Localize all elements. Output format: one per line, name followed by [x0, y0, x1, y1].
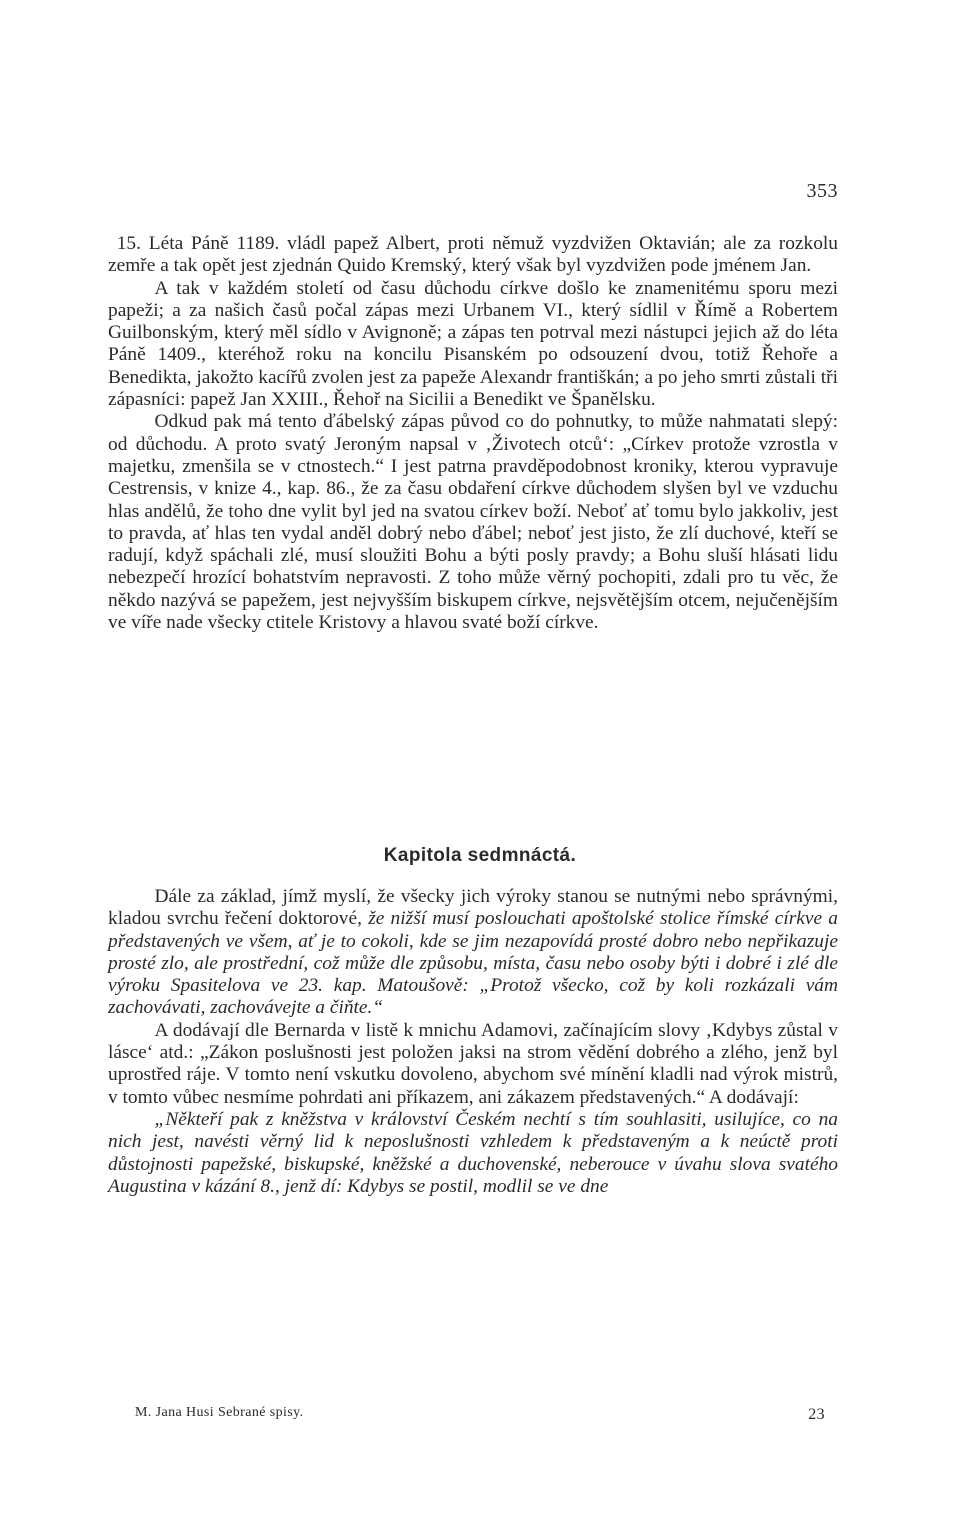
chapter-heading: Kapitola sedmnáctá. [383, 845, 577, 866]
paragraph-doctors-plain: Dále za základ, jímž myslí, že všecky jich výroky stanou se nutnými nebo správnými, kladou svrchu řečení doktorové, [108, 886, 838, 930]
footer-signature-number: 23 [808, 1406, 825, 1423]
paragraph-bernard-letter: A dodávají dle Bernarda v listě k mnichu Adamovi, začínajícím slovy ‚Kdybys zůstal v lásce‘ atd.: „Zákon poslušnosti jest položen jaksi na strom vědění dobrého a zlého, jenž byl uprostřed ráje. V tomto není vskutku dovoleno, abychom své mínění kladli nad výrok mistrů, v tomto vůbec nesmíme pohrdati ani příkazem, ani zákazem představených.“ A dodávají: [108, 1019, 838, 1108]
paragraph-clergy-quote: „Někteří pak z kněžstva v království Českém nechtí s tím souhlasiti, usilujíce, co na nich jest, navésti věrný lid k neposlušnosti vzhledem k představeným a k neúctě proti důstojnosti papežské, biskupské, kněžské a duchovenské, neberouce v úvahu slova svatého Augustina v kázání 8., jenž dí: Kdybys se postil, modlil se ve dne [108, 1108, 838, 1197]
paragraph-year-1189: 15. Léta Páně 1189. vládl papež Albert, proti němuž vyzdvižen Oktavián; ale za rozkolu zemře a tak opět jest zjednán Quido Kremský, který však byl vyzdvižen pode jménem Jan. [108, 233, 838, 277]
paragraph-doctors-foundation [108, 886, 838, 1020]
footer-title: M. Jana Husi Sebrané spisy. [135, 1405, 304, 1420]
paragraph-origin-of-struggle: Odkud pak má tento ďábelský zápas původ co do pohnutky, to může nahmatati slepý: od důchodu. A proto svatý Jeroným napsal v ‚Životech otců‘: „Církev protože vzrostla v majetku, zmenšila se v ctnostech.“ I jest patrna pravděpodobnost kroniky, kterou vypravuje Cestrensis, v knize 4., kap. 86., že za času obdaření církve důchodem slyšen byl ve vzduchu hlas andělů, že toho dne vylit byl jed na svatou církev boží. Neboť ať tomu bylo jakkoliv, jest to pravda, ať hlas ten vydal anděl dobrý nebo ďábel; neboť jest jisto, že zlí duchové, kteří se radují, když spáchali zlé, musí sloužiti Bohu a býti posly pravdy; a Bohu sluší hlásati lidu nebezpečí hrozící bohatstvím nepravosti. Z toho může věrný pochopiti, zdali pro tu věc, že někdo nazývá se papežem, jest nejvyšším biskupem církve, nejsvětějším otcem, nejučenějším ve víře nade všecky ctitele Kristovy a hlavou svaté boží církve. [108, 411, 838, 634]
main-text-section-a [108, 233, 838, 634]
paragraph-schism: A tak v každém století od času důchodu církve došlo ke znamenitému sporu mezi papeži; a za našich časů počal zápas mezi Urbanem VI., který sídlil v Římě a Robertem Guilbonským, který měl sídlo v Avignoně; a zápas ten potrval mezi nástupci jejich až do léta Páně 1409., kteréhož roku na koncilu Pisanském po odsouzení dvou, totiž Řehoře a Benedikta, jakožto kacířů zvolen jest za papeže Alexandr františkán; a po jeho smrti zůstali tři zápasníci: papež Jan XXIII., Řehoř na Sicilii a Benedikt ve Španělsku. [108, 277, 838, 411]
paragraph-doctors-italic: že nižší musí poslouchati apoštolské stolice římské církve a představených ve všem, ať je to cokoli, kde se jim nezapovídá prosté dobro nebo nepřikazuje prosté zlo, ale prostřední, což může dle způsobu, místa, času nebo osoby býti i dobré i zlé dle výroku Spasitelova ve 23. kap. Matoušově: „Protož všecko, což by koli rozkázali vám zachovávati, zachovávejte a čiňte.“ [108, 908, 838, 1019]
main-text-section-b [108, 886, 838, 1198]
page-number: 353 [806, 180, 838, 202]
